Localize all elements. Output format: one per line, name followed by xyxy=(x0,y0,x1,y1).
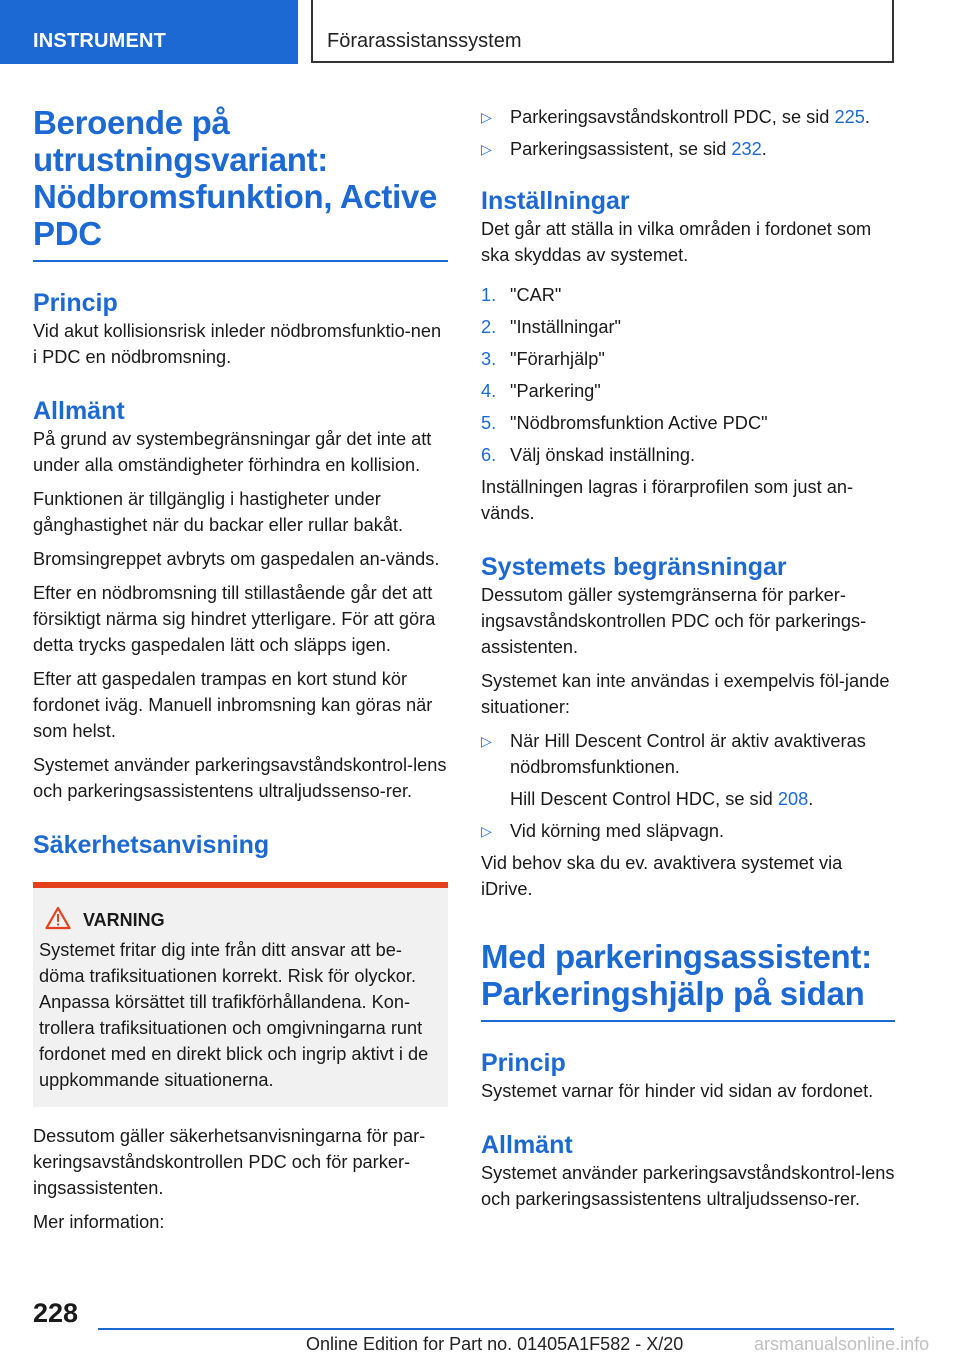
warning-title-text: VARNING xyxy=(83,910,165,930)
allmant-heading: Allmänt xyxy=(481,1131,573,1159)
allmant-text: Systemet använder parkeringsavståndskontrol-lens och parkeringsassistentens ultraljudssenso-rer. xyxy=(481,1163,895,1209)
watermark-text: arsmanualsonline.info xyxy=(754,1334,930,1354)
warning-text: Systemet fritar dig inte från ditt ansvar att be-döma trafiksituationen korrekt. Risk för olyckor. Anpassa körsättet till trafikförhållandena. Kon-trollera trafiksituationen och omgivningarna runt fordonet med en direkt blick och ingrip aktivt i de uppkommande situationerna. xyxy=(39,940,429,1090)
after-warning-text: Dessutom gäller säkerhetsanvisningarna för par-keringsavståndskontrollen PDC och för parker-ingsassistenten. xyxy=(33,1126,426,1198)
page-link[interactable]: 208 xyxy=(777,789,809,809)
warning-triangle-icon xyxy=(45,906,71,930)
section-tab xyxy=(0,0,298,64)
right-column xyxy=(481,104,895,1220)
allmant-paragraph: På grund av systembegränsningar går det inte att under alla omständigheter förhindra en kollision. xyxy=(33,429,432,475)
allmant-paragraph: Systemet använder parkeringsavståndskontrol-lens och parkeringsassistentens ultraljudssenso-rer. xyxy=(33,755,447,801)
page-link[interactable]: 232 xyxy=(731,139,762,159)
allmant-paragraph: Efter att gaspedalen trampas en kort stund kör fordonet iväg. Manuell inbromsning kan göras när som helst. xyxy=(33,669,433,741)
allmant-paragraph: Efter en nödbromsning till stillastående går det att försiktigt närma sig hindret ytterligare. För att göra detta trycks gaspedalen lätt och släpps igen. xyxy=(33,583,436,655)
step-item: 1. "CAR" xyxy=(481,285,562,305)
safety-heading: Säkerhetsanvisning xyxy=(33,831,270,859)
settings-saved-text: Inställningen lagras i förarprofilen som just an-vänds. xyxy=(481,477,854,523)
warning-title xyxy=(45,910,442,931)
step-item: 3. "Förarhjälp" xyxy=(481,349,605,369)
list-item: ▷ När Hill Descent Control är aktiv avaktiveras nödbromsfunktionen. Hill Descent Control HDC, se sid 208. xyxy=(481,728,895,812)
second-heading-block xyxy=(481,938,895,1022)
triangle-right-icon: ▷ xyxy=(481,109,492,125)
footer-divider xyxy=(98,1328,894,1330)
limits-heading: Systemets begränsningar xyxy=(481,553,787,581)
chapter-box xyxy=(311,0,894,63)
step-item: 6. Välj önskad inställning. xyxy=(481,445,696,465)
princip-text: Vid akut kollisionsrisk inleder nödbromsfunktio-nen i PDC en nödbromsning. xyxy=(33,321,442,367)
chapter-label: Förarassistanssystem xyxy=(327,30,522,52)
triangle-right-icon: ▷ xyxy=(481,141,492,157)
allmant-paragraph: Bromsingreppet avbryts om gaspedalen an-vänds. xyxy=(33,549,440,569)
section-label: INSTRUMENT xyxy=(33,30,167,52)
princip-text: Systemet varnar för hinder vid sidan av fordonet. xyxy=(481,1081,874,1101)
second-heading: Med parkeringsassistent: Parkeringshjälp på sidan xyxy=(481,938,872,1012)
triangle-right-icon: ▷ xyxy=(481,733,492,749)
step-item: 5. "Nödbromsfunktion Active PDC" xyxy=(481,413,768,433)
princip-heading: Princip xyxy=(481,1049,566,1077)
allmant-heading: Allmänt xyxy=(33,397,125,425)
page-number: 228 xyxy=(33,1298,79,1328)
step-item: 4. "Parkering" xyxy=(481,381,601,401)
limits-text: Vid behov ska du ev. avaktivera systemet via iDrive. xyxy=(481,853,843,899)
step-item: 2. "Inställningar" xyxy=(481,317,621,337)
warning-box xyxy=(33,882,448,1107)
list-item: ▷ Vid körning med släpvagn. xyxy=(481,818,895,844)
princip-heading: Princip xyxy=(33,289,118,317)
list-item: ▷ Parkeringsavståndskontroll PDC, se sid 225. xyxy=(481,104,895,130)
triangle-right-icon: ▷ xyxy=(481,823,492,839)
limits-text: Dessutom gäller systemgränserna för parker-ingsavståndskontrollen PDC och för parkerings-assistenten. xyxy=(481,585,867,657)
main-heading: Beroende på utrustningsvariant: Nödbromsfunktion, Active PDC xyxy=(33,104,438,252)
edition-text: Online Edition for Part no. 01405A1F582 - X/20 xyxy=(306,1334,684,1354)
settings-heading: Inställningar xyxy=(481,187,630,215)
left-column xyxy=(33,104,448,1243)
allmant-paragraph: Funktionen är tillgänglig i hastigheter under gånghastighet när du backar eller rullar bakåt. xyxy=(33,489,404,535)
more-info-text: Mer information: xyxy=(33,1212,165,1232)
main-heading-block xyxy=(33,104,448,262)
page-link[interactable]: 225 xyxy=(834,107,865,127)
settings-text: Det går att ställa in vilka områden i fordonet som ska skyddas av systemet. xyxy=(481,219,872,265)
limits-text: Systemet kan inte användas i exempelvis föl-jande situationer: xyxy=(481,671,890,717)
list-item: ▷ Parkeringsassistent, se sid 232. xyxy=(481,136,895,162)
